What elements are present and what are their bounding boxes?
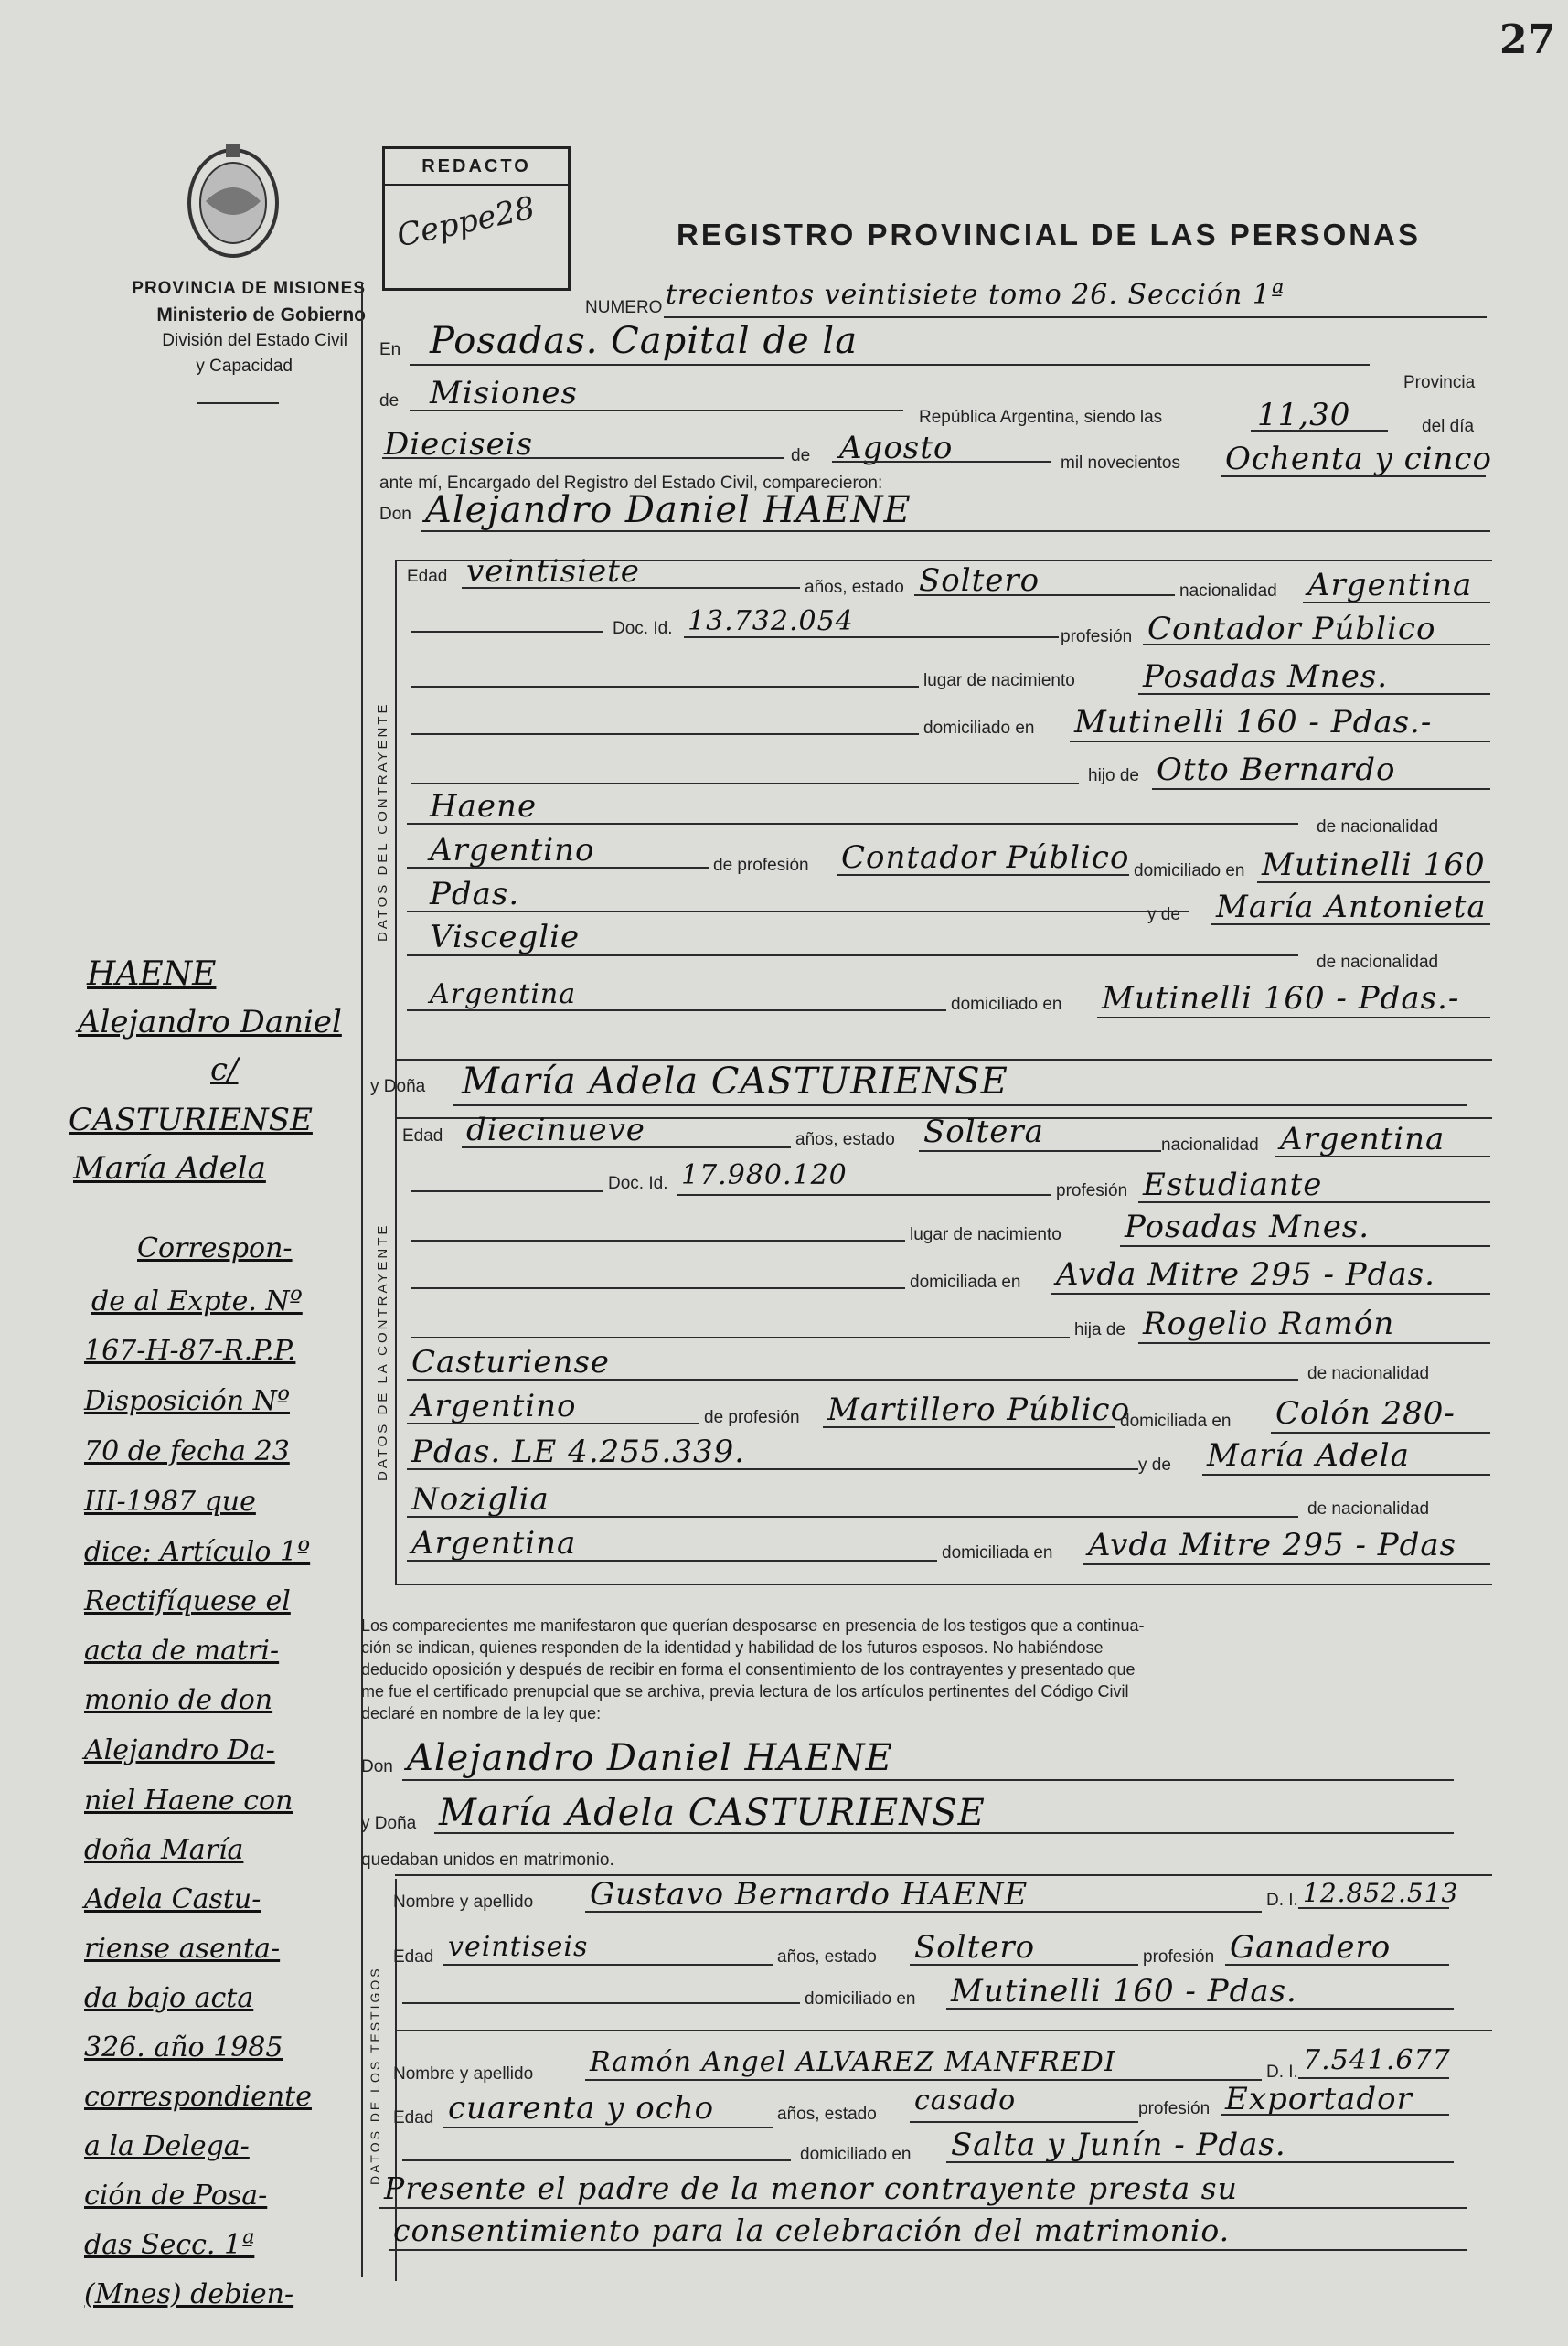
groom-madre-nac: Argentina: [430, 978, 577, 1010]
groom-side-label: DATOS DEL CONTRAYENTE: [375, 701, 390, 942]
margin-note: Adela Castu-: [84, 1883, 261, 1915]
bride-doc-label: Doc. Id.: [608, 1174, 668, 1193]
ministry-name: Ministerio de Gobierno: [156, 304, 366, 325]
w2-doc: 7.541.677: [1303, 2044, 1451, 2076]
bride-de-prof-label: de profesión: [704, 1408, 800, 1427]
margin-note: de al Expte. Nº: [91, 1285, 303, 1317]
bride-padre-dom-2: Pdas. LE 4.255.339.: [411, 1434, 746, 1470]
groom-domicilio: Mutinelli 160 - Pdas.-: [1074, 704, 1433, 741]
bride-padre-prof: Martillero Público: [827, 1392, 1131, 1428]
bride-domicilio: Avda Mitre 295 - Pdas.: [1056, 1256, 1435, 1293]
united-text: quedaban unidos en matrimonio.: [361, 1850, 614, 1870]
bride-dom-label: domiciliada en: [910, 1273, 1021, 1292]
groom-de-prof-label: de profesión: [713, 856, 809, 875]
w1-anios-label: años, estado: [777, 1947, 877, 1967]
declaration-line-3: deducido oposición y después de recibir en forma el consentimiento de los contrayentes y presentado que: [361, 1660, 1136, 1679]
bride-y-de-label: y de: [1138, 1456, 1171, 1475]
anio-value: Ochenta y cinco: [1225, 441, 1492, 477]
en-label: En: [379, 340, 401, 359]
ante-text: ante mí, Encargado del Registro del Estado Civil, comparecieron:: [379, 474, 883, 493]
bride-nacionalidad: Argentina: [1280, 1121, 1445, 1157]
groom-doc-label: Doc. Id.: [613, 619, 673, 638]
declaration-dona-label: y Doña: [361, 1814, 417, 1833]
groom-de-nac2-label: de nacionalidad: [1317, 953, 1439, 972]
groom-nacionalidad: Argentina: [1307, 567, 1473, 603]
w2-dom-label: domiciliado en: [800, 2145, 912, 2164]
groom-doc: 13.732.054: [688, 605, 854, 637]
bride-madre-2: Noziglia: [411, 1481, 549, 1518]
w1-edad-label: Edad: [393, 1947, 434, 1967]
margin-note: das Secc. 1ª: [84, 2229, 255, 2261]
w1-estado: Soltero: [914, 1929, 1036, 1966]
w1-dom-label: domiciliado en: [805, 1989, 916, 2009]
groom-lugar-label: lugar de nacimiento: [923, 671, 1075, 690]
bride-dom2-label: domiciliada en: [1120, 1412, 1232, 1431]
groom-madre-dom: Mutinelli 160 - Pdas.-: [1102, 980, 1460, 1017]
margin-note: ción de Posa-: [84, 2180, 268, 2212]
margin-note: dice: Artículo 1º: [84, 1536, 311, 1568]
bride-padre-dom-1: Colón 280-: [1275, 1395, 1456, 1432]
margin-note: HAENE: [87, 955, 217, 993]
registry-title: REGISTRO PROVINCIAL DE LAS PERSONAS: [677, 218, 1421, 251]
bride-padre-nac: Argentino: [411, 1388, 577, 1424]
margin-note: María Adela: [73, 1150, 266, 1187]
w2-edad-label: Edad: [393, 2108, 434, 2127]
groom-name: Alejandro Daniel HAENE: [425, 489, 912, 531]
bride-prof-label: profesión: [1056, 1181, 1128, 1200]
groom-y-de-label: y de: [1147, 905, 1180, 924]
de-mes-label: de: [791, 446, 811, 465]
margin-note: Correspon-: [137, 1232, 293, 1264]
margin-note: CASTURIENSE: [69, 1102, 313, 1138]
margin-note: niel Haene con: [84, 1785, 293, 1817]
provincia-label: Provincia: [1403, 373, 1476, 392]
w1-prof-label: profesión: [1143, 1947, 1215, 1967]
w1-name: Gustavo Bernardo HAENE: [590, 1876, 1029, 1913]
hora-value: 11,30: [1257, 397, 1351, 433]
margin-note: da bajo acta: [84, 1982, 254, 2014]
republica-text: República Argentina, siendo las: [919, 408, 1163, 427]
groom-anios-label: años, estado: [805, 578, 904, 597]
bride-de-nac-label: de nacionalidad: [1307, 1364, 1430, 1383]
groom-padre-dom-2: Pdas.: [430, 876, 520, 912]
groom-madre-2: Visceglie: [430, 919, 581, 955]
bride-hija-label: hija de: [1074, 1320, 1125, 1339]
declaration-line-4: me fue el certificado prenupcial que se archiva, previa lectura de los artículos pertinentes del Código Civil: [361, 1682, 1129, 1701]
province-seal-icon: [178, 137, 288, 265]
declaration-don-label: Don: [361, 1757, 393, 1776]
groom-prof-label: profesión: [1061, 627, 1133, 646]
declaration-dona-name: María Adela CASTURIENSE: [439, 1792, 986, 1834]
w1-doc-label: D. I.: [1266, 1891, 1298, 1910]
mil-label: mil novecientos: [1061, 453, 1180, 473]
bride-lugar: Posadas Mnes.: [1125, 1209, 1371, 1245]
numero-label: NUMERO: [585, 298, 663, 317]
remark-line-2: consentimiento para la celebración del matrimonio.: [393, 2213, 1231, 2248]
declaration-don-name: Alejandro Daniel HAENE: [407, 1737, 893, 1779]
margin-note: acta de matri-: [84, 1635, 280, 1667]
w2-edad: cuarenta y ocho: [448, 2090, 715, 2127]
bride-madre-nac: Argentina: [411, 1525, 577, 1562]
bride-edad-label: Edad: [402, 1126, 443, 1146]
groom-padre-2: Haene: [430, 788, 538, 825]
bride-name: María Adela CASTURIENSE: [462, 1061, 1008, 1103]
groom-estado: Soltero: [919, 562, 1040, 599]
groom-dom-label: domiciliado en: [923, 719, 1035, 738]
groom-hijo-label: hijo de: [1088, 766, 1139, 785]
w2-name: Ramón Angel ALVAREZ MANFREDI: [590, 2046, 1116, 2078]
bride-padre-1: Rogelio Ramón: [1143, 1306, 1395, 1342]
groom-padre-nac: Argentino: [430, 832, 595, 869]
witnesses-side-label: DATOS DE LOS TESTIGOS: [368, 1966, 382, 2185]
margin-note: correspondiente: [84, 2081, 312, 2113]
division-line-2: y Capacidad: [196, 357, 293, 376]
groom-padre-prof: Contador Público: [841, 839, 1130, 876]
margin-note: Alejandro Daniel: [78, 1004, 342, 1040]
margin-note: Disposición Nº: [84, 1385, 290, 1417]
w2-estado: casado: [914, 2085, 1017, 2117]
groom-de-nac-label: de nacionalidad: [1317, 817, 1439, 837]
bride-lugar-label: lugar de nacimiento: [910, 1225, 1061, 1244]
w1-doc: 12.852.513: [1303, 1878, 1459, 1908]
de-value: Misiones: [430, 375, 578, 411]
bride-y-dona-label: y Doña: [370, 1077, 426, 1096]
redacto-box: [382, 146, 571, 291]
margin-note: monio de don: [84, 1684, 273, 1716]
w1-edad: veintiseis: [448, 1931, 589, 1963]
groom-edad: veintisiete: [466, 553, 640, 590]
bride-profesion: Estudiante: [1143, 1167, 1323, 1203]
bride-side-label: DATOS DE LA CONTRAYENTE: [375, 1222, 390, 1481]
w2-doc-label: D. I.: [1266, 2063, 1298, 2082]
bride-dom3-label: domiciliada en: [942, 1543, 1053, 1562]
margin-note: Alejandro Da-: [84, 1734, 275, 1766]
groom-madre-1: María Antonieta: [1216, 889, 1487, 925]
w1-name-label: Nombre y apellido: [393, 1893, 534, 1912]
bride-madre-1: María Adela: [1207, 1437, 1410, 1474]
groom-dom2-label: domiciliado en: [1134, 861, 1245, 880]
province-name: PROVINCIA DE MISIONES: [132, 279, 366, 298]
groom-nac-label: nacionalidad: [1179, 581, 1277, 601]
margin-note: doña María: [84, 1834, 244, 1866]
margin-note: c/: [210, 1051, 239, 1088]
de-label: de: [379, 391, 400, 411]
bride-madre-dom: Avda Mitre 295 - Pdas: [1088, 1527, 1457, 1563]
margin-note: a la Delega-: [84, 2130, 250, 2162]
declaration-line-5: declaré en nombre de la ley que:: [361, 1704, 602, 1722]
bride-de-nac2-label: de nacionalidad: [1307, 1499, 1430, 1519]
w2-name-label: Nombre y apellido: [393, 2064, 534, 2084]
division-line-1: División del Estado Civil: [162, 331, 347, 350]
del-dia-label: del día: [1422, 417, 1475, 436]
groom-padre-dom-1: Mutinelli 160: [1262, 847, 1486, 883]
groom-profesion: Contador Público: [1147, 611, 1436, 647]
w2-prof: Exportador: [1225, 2081, 1413, 2117]
page-number: 27: [1499, 16, 1556, 63]
w2-prof-label: profesión: [1138, 2099, 1211, 2118]
groom-edad-label: Edad: [407, 567, 448, 586]
dia-value: Dieciseis: [384, 426, 534, 463]
declaration-line-2: ción se indican, quienes responden de la identidad y habilidad de los futuros esposos. No habiéndose: [361, 1638, 1104, 1657]
margin-note: 326. año 1985: [84, 2031, 283, 2063]
groom-padre-1: Otto Bernardo: [1157, 752, 1396, 788]
declaration-line-1: Los comparecientes me manifestaron que querían desposarse en presencia de los testigos que a continua-: [361, 1616, 1145, 1635]
bride-estado: Soltera: [923, 1114, 1044, 1150]
margin-note: 70 de fecha 23: [84, 1435, 290, 1467]
numero-value: trecientos veintisiete tomo 26. Sección 1ª: [666, 279, 1285, 311]
w1-dom: Mutinelli 160 - Pdas.: [951, 1973, 1297, 2010]
margin-note: Rectifíquese el: [84, 1585, 291, 1617]
margin-note: III-1987 que: [84, 1486, 256, 1518]
remark-line-1: Presente el padre de la menor contrayente presta su: [384, 2170, 1238, 2206]
w2-anios-label: años, estado: [777, 2105, 877, 2124]
w2-dom: Salta y Junín - Pdas.: [951, 2127, 1286, 2163]
groom-don-label: Don: [379, 505, 411, 524]
w1-prof: Ganadero: [1230, 1929, 1392, 1966]
bride-nac-label: nacionalidad: [1161, 1136, 1259, 1155]
redacto-label: REDACTO: [385, 149, 568, 186]
groom-dom3-label: domiciliado en: [951, 995, 1062, 1014]
margin-note: (Mnes) debien-: [84, 2278, 294, 2310]
bride-padre-2: Casturiense: [411, 1344, 611, 1381]
mes-value: Agosto: [839, 430, 954, 466]
redacto-signature: Ceppe28: [393, 189, 539, 255]
bride-edad: diecinueve: [466, 1112, 645, 1148]
margin-note: 167-H-87-R.P.P.: [84, 1335, 296, 1367]
groom-lugar: Posadas Mnes.: [1143, 658, 1389, 695]
en-value: Posadas. Capital de la: [430, 320, 859, 362]
margin-note: riense asenta-: [84, 1933, 281, 1965]
bride-anios-label: años, estado: [795, 1130, 895, 1149]
bride-doc: 17.980.120: [681, 1159, 848, 1191]
